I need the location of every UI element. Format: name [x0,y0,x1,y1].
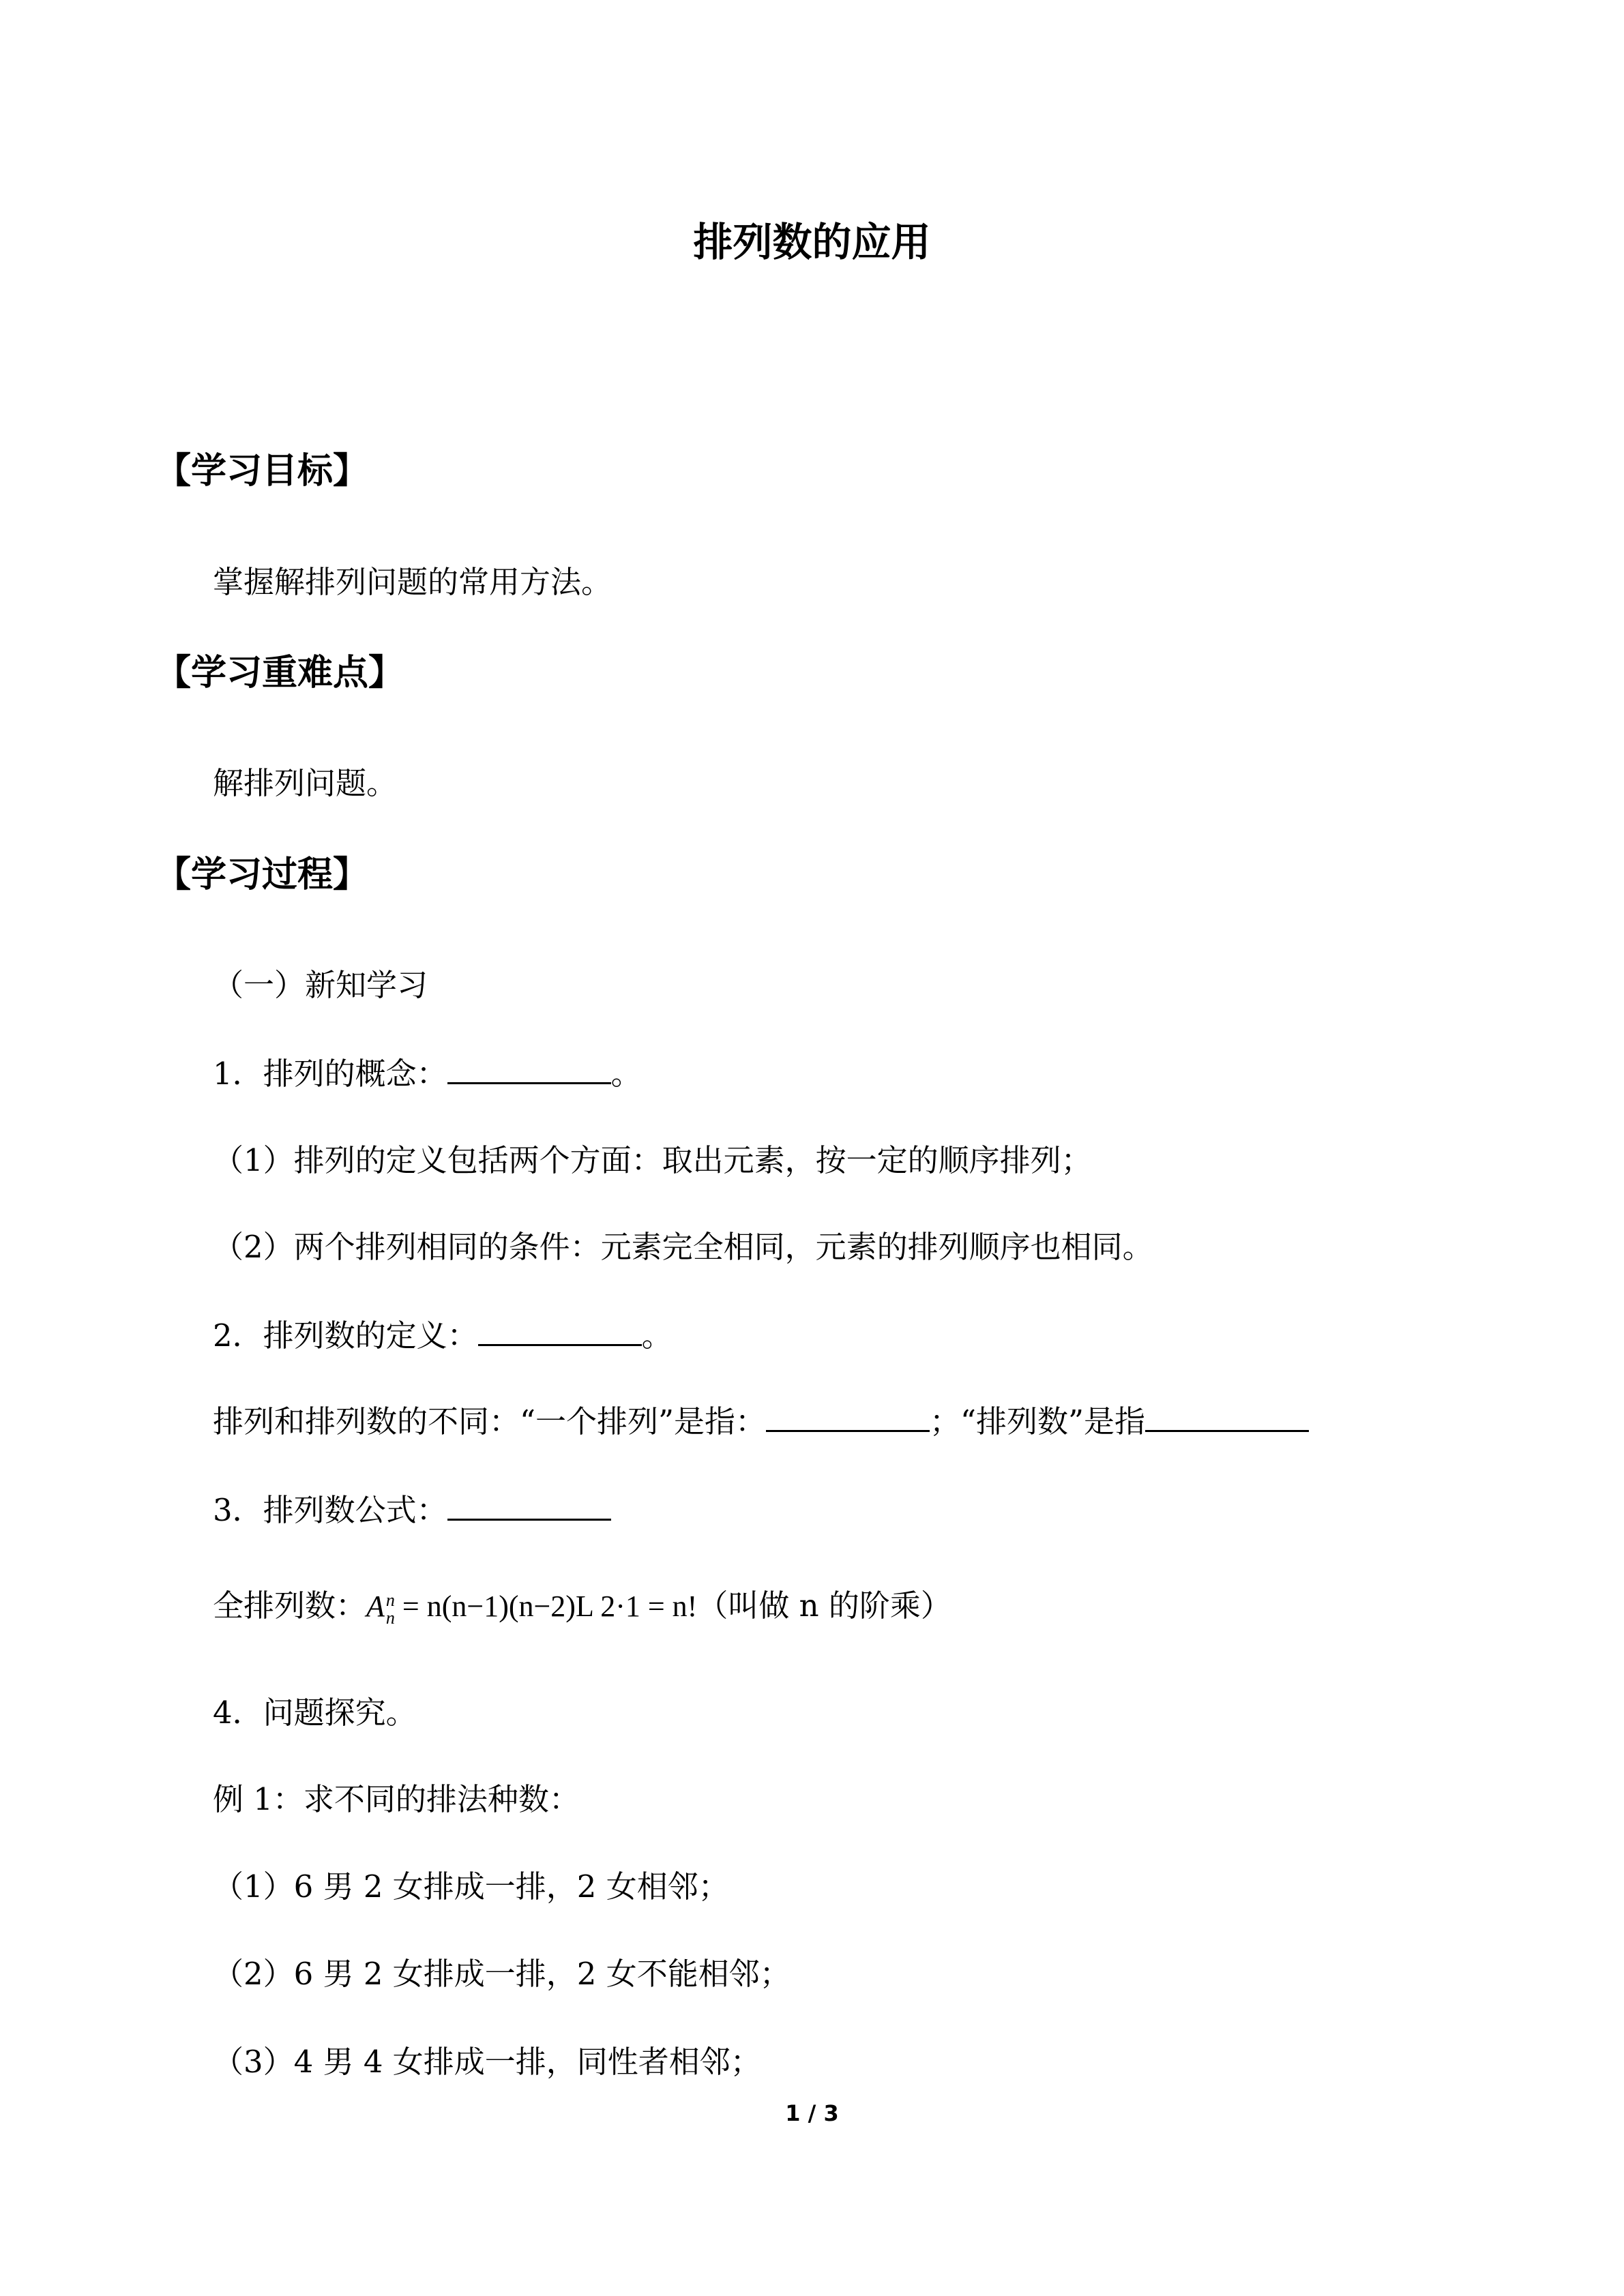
fill-blank-1[interactable] [447,1052,611,1084]
example-1-part-3: （3）4 男 4 女排成一排，同性者相邻； [213,2044,761,2080]
page-title: 排列数的应用 [693,219,931,265]
factorial-formula [366,1590,698,1628]
definition-note-1: （1）排列的定义包括两个方面：取出元素，按一定的顺序排列； [213,1142,1092,1178]
difference-part-b: ；“排列数”是指 [930,1403,1146,1440]
fill-blank-3[interactable] [766,1399,930,1432]
example-1-part-1: （1）6 男 2 女排成一排，2 女相邻； [213,1868,729,1905]
item-problem-exploration: 4．问题探究。 [213,1695,417,1731]
subsection-new-knowledge: （一）新知学习 [213,967,428,1003]
fill-blank-5[interactable] [447,1488,611,1521]
definition-note-2: （2）两个排列相同的条件：元素完全相同，元素的排列顺序也相同。 [213,1229,1153,1265]
formula-A: A [366,1590,385,1623]
formula-subscript: n [385,1607,395,1628]
item-permutation-number-definition-label: 2．排列数的定义： [213,1317,478,1354]
full-permutation-suffix: （叫做 n 的阶乘） [697,1587,951,1624]
item-permutation-concept-label: 1．排列的概念： [213,1056,447,1092]
item-permutation-formula [213,1485,611,1530]
page-number: 1 / 3 [785,2100,839,2126]
difference-line [213,1397,1309,1441]
item-permutation-concept [213,1049,642,1093]
full-permutation-line [213,1581,951,1627]
difference-part-a: 排列和排列数的不同：“一个排列”是指： [213,1403,767,1440]
item-permutation-formula-label: 3．排列数公式： [213,1492,447,1528]
example-1-title: 例 1：求不同的排法种数： [213,1781,580,1817]
full-permutation-label: 全排列数： [213,1587,367,1624]
formula-body: = n(n−1)(n−2)L 2·1 = n! [394,1590,698,1623]
formula-superscript: n [385,1590,395,1610]
fill-blank-2[interactable] [478,1313,642,1346]
heading-learning-goal: 【学习目标】 [156,451,369,492]
fill-blank-4[interactable] [1145,1399,1309,1432]
heading-key-difficulty: 【学习重难点】 [156,653,404,694]
item-permutation-number-definition [213,1311,673,1355]
goal-text: 掌握解排列问题的常用方法。 [213,564,612,600]
heading-learning-process: 【学习过程】 [156,854,369,895]
item-permutation-concept-suffix: 。 [610,1056,642,1092]
example-1-part-2: （2）6 男 2 女排成一排，2 女不能相邻； [213,1956,791,1992]
key-text: 解排列问题。 [213,765,398,801]
item-permutation-number-definition-suffix: 。 [641,1317,673,1354]
